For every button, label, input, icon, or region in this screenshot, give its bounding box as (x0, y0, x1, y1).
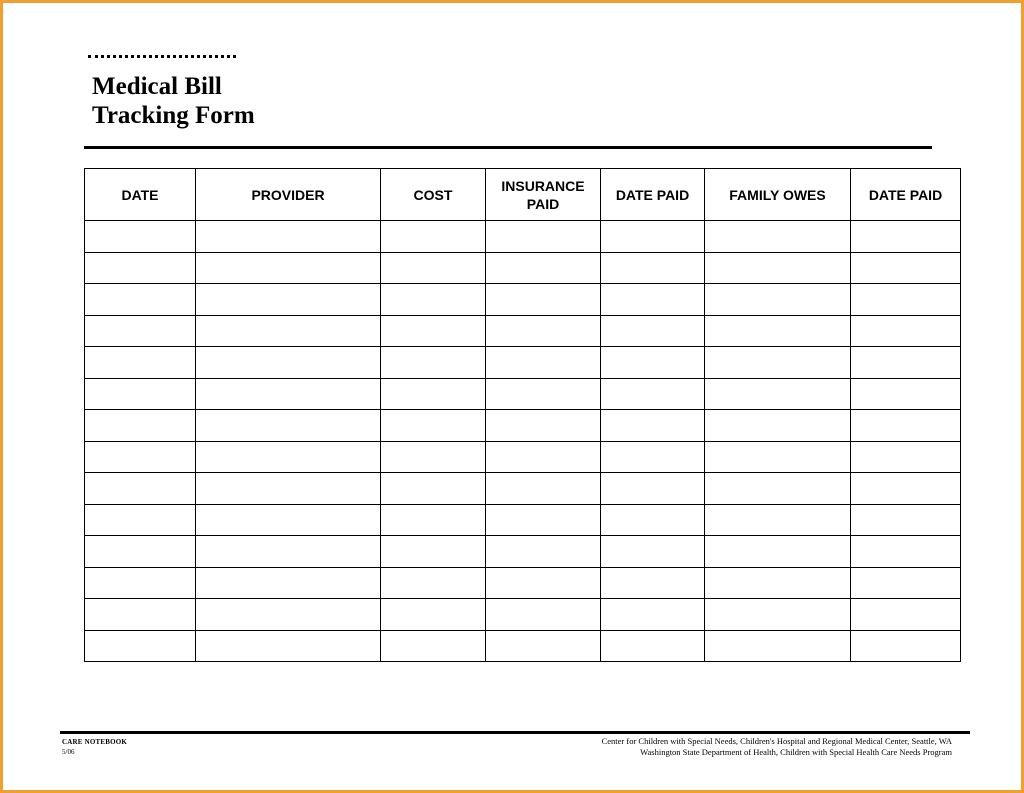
table-cell[interactable] (85, 221, 196, 253)
table-cell[interactable] (601, 252, 705, 284)
col-header-date-paid-2: DATE PAID (851, 169, 961, 221)
table-cell[interactable] (85, 315, 196, 347)
footer-rule (60, 731, 970, 734)
table-cell[interactable] (601, 504, 705, 536)
table-cell[interactable] (196, 252, 381, 284)
table-row (85, 347, 961, 379)
table-cell[interactable] (601, 441, 705, 473)
table-cell[interactable] (705, 378, 851, 410)
table-row (85, 504, 961, 536)
footer-credit-line2: Washington State Department of Health, Children with Special Health Care Needs Program (640, 747, 952, 757)
table-cell[interactable] (85, 347, 196, 379)
form-title-line1: Medical Bill (92, 73, 222, 100)
table-cell[interactable] (196, 504, 381, 536)
table-cell[interactable] (486, 347, 601, 379)
table-cell[interactable] (705, 441, 851, 473)
table-cell[interactable] (601, 630, 705, 662)
table-cell[interactable] (196, 599, 381, 631)
table-cell[interactable] (486, 410, 601, 442)
table-cell[interactable] (851, 599, 961, 631)
table-cell[interactable] (705, 284, 851, 316)
table-cell[interactable] (381, 410, 486, 442)
table-row (85, 630, 961, 662)
table-cell[interactable] (851, 567, 961, 599)
footer-credit-line1: Center for Children with Special Needs, Children's Hospital and Regional Medical Center, Seattle, WA (601, 736, 952, 746)
table-cell[interactable] (85, 536, 196, 568)
dotted-rule (88, 55, 236, 62)
table-cell[interactable] (381, 630, 486, 662)
table-cell[interactable] (601, 347, 705, 379)
table-cell[interactable] (85, 504, 196, 536)
col-header-date-paid: DATE PAID (601, 169, 705, 221)
table-cell[interactable] (851, 630, 961, 662)
table-cell[interactable] (85, 441, 196, 473)
table-cell[interactable] (705, 504, 851, 536)
table-cell[interactable] (705, 221, 851, 253)
table-cell[interactable] (85, 284, 196, 316)
table-cell[interactable] (196, 410, 381, 442)
table-cell[interactable] (85, 410, 196, 442)
table-cell[interactable] (85, 252, 196, 284)
table-cell[interactable] (196, 221, 381, 253)
table-cell[interactable] (851, 441, 961, 473)
table-cell[interactable] (196, 315, 381, 347)
table-cell[interactable] (705, 410, 851, 442)
table-cell[interactable] (381, 284, 486, 316)
table-cell[interactable] (486, 252, 601, 284)
header-row (85, 169, 961, 221)
table-row (85, 252, 961, 284)
table-cell[interactable] (851, 410, 961, 442)
table-cell[interactable] (196, 347, 381, 379)
form-title (92, 72, 255, 130)
table-row (85, 221, 961, 253)
table-cell[interactable] (705, 567, 851, 599)
table-cell[interactable] (85, 473, 196, 505)
table-row (85, 536, 961, 568)
table-cell[interactable] (196, 284, 381, 316)
table-cell[interactable] (601, 410, 705, 442)
table-cell[interactable] (851, 221, 961, 253)
table-cell[interactable] (851, 347, 961, 379)
table-cell[interactable] (85, 378, 196, 410)
table-row (85, 284, 961, 316)
col-header-date: DATE (85, 169, 196, 221)
table-cell[interactable] (381, 473, 486, 505)
table-cell[interactable] (381, 441, 486, 473)
table-cell[interactable] (381, 567, 486, 599)
table-cell[interactable] (601, 378, 705, 410)
table-cell[interactable] (196, 536, 381, 568)
table-cell[interactable] (486, 284, 601, 316)
footer-notebook-label: CARE NOTEBOOK (62, 738, 128, 746)
table-cell[interactable] (601, 315, 705, 347)
table-cell[interactable] (705, 347, 851, 379)
table-row (85, 473, 961, 505)
table-cell[interactable] (196, 630, 381, 662)
table-cell[interactable] (851, 284, 961, 316)
table-cell[interactable] (601, 599, 705, 631)
footer-right (602, 736, 952, 758)
table-cell[interactable] (601, 473, 705, 505)
table-cell[interactable] (486, 473, 601, 505)
col-header-family-owes: FAMILY OWES (705, 169, 851, 221)
table-cell[interactable] (851, 315, 961, 347)
table-cell[interactable] (381, 504, 486, 536)
table-cell[interactable] (851, 504, 961, 536)
table-cell[interactable] (486, 630, 601, 662)
col-header-provider: PROVIDER (196, 169, 381, 221)
table-cell[interactable] (705, 315, 851, 347)
table-cell[interactable] (851, 378, 961, 410)
table-cell[interactable] (85, 630, 196, 662)
table-cell[interactable] (486, 536, 601, 568)
table-cell[interactable] (601, 284, 705, 316)
table-cell[interactable] (381, 378, 486, 410)
table-cell[interactable] (196, 441, 381, 473)
table-cell[interactable] (705, 473, 851, 505)
table-cell[interactable] (851, 473, 961, 505)
form-title-line2: Tracking Form (92, 102, 255, 129)
table-cell[interactable] (486, 378, 601, 410)
col-header-insurance-paid: INSURANCE PAID (486, 169, 601, 221)
table-cell[interactable] (486, 315, 601, 347)
table-cell[interactable] (705, 630, 851, 662)
table-cell[interactable] (196, 567, 381, 599)
table-row (85, 567, 961, 599)
table-cell[interactable] (381, 599, 486, 631)
table-cell[interactable] (486, 567, 601, 599)
table-cell[interactable] (601, 567, 705, 599)
table-cell[interactable] (486, 441, 601, 473)
table-row (85, 599, 961, 631)
table-cell[interactable] (381, 536, 486, 568)
table-cell[interactable] (601, 221, 705, 253)
footer-left (62, 737, 127, 757)
table-body (85, 221, 961, 662)
tracking-table (84, 168, 961, 662)
table-cell[interactable] (486, 504, 601, 536)
table-cell[interactable] (705, 252, 851, 284)
table-cell[interactable] (85, 599, 196, 631)
table-cell[interactable] (486, 599, 601, 631)
table-cell[interactable] (601, 536, 705, 568)
table-cell[interactable] (851, 252, 961, 284)
table-row (85, 410, 961, 442)
table-cell[interactable] (381, 252, 486, 284)
table-cell[interactable] (705, 599, 851, 631)
table-row (85, 441, 961, 473)
table-row (85, 378, 961, 410)
footer-date: 5/06 (62, 748, 75, 756)
table-cell[interactable] (196, 473, 381, 505)
table-row (85, 315, 961, 347)
table-cell[interactable] (486, 221, 601, 253)
table-cell[interactable] (381, 221, 486, 253)
table-cell[interactable] (381, 347, 486, 379)
table-cell[interactable] (196, 378, 381, 410)
table-cell[interactable] (85, 567, 196, 599)
col-header-cost: COST (381, 169, 486, 221)
title-rule (84, 146, 932, 149)
table-cell[interactable] (705, 536, 851, 568)
table-cell[interactable] (851, 536, 961, 568)
table-cell[interactable] (381, 315, 486, 347)
